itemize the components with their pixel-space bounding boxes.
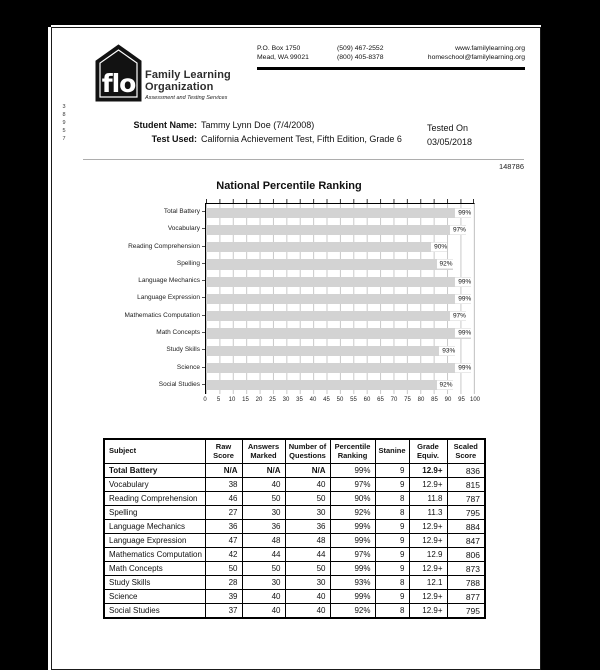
- bar: [206, 380, 453, 390]
- value-cell: 40: [242, 478, 285, 492]
- bar-row: [206, 221, 474, 238]
- subject-cell: Spelling: [104, 506, 205, 520]
- score-table: [103, 438, 486, 619]
- tested-on-label: Tested On: [427, 123, 469, 133]
- x-tick-label: 60: [363, 397, 371, 403]
- percentile-chart: [102, 180, 481, 409]
- bar: [206, 242, 447, 252]
- value-cell: 28: [205, 576, 242, 590]
- report-page: [51, 27, 541, 670]
- value-cell: 90%: [330, 492, 375, 506]
- bar-row: [206, 290, 474, 307]
- chart-category-label: Social Studies: [102, 376, 205, 393]
- subject-cell: Study Skills: [104, 576, 205, 590]
- chart-category-label: Spelling: [102, 255, 205, 272]
- value-cell: 92%: [330, 604, 375, 619]
- value-cell: 40: [285, 478, 330, 492]
- subject-cell: Language Expression: [104, 534, 205, 548]
- value-cell: 44: [242, 548, 285, 562]
- value-cell: 30: [242, 576, 285, 590]
- chart-plot-area: [205, 203, 475, 394]
- tested-on-date: 03/05/2018: [427, 137, 473, 147]
- bar: [206, 328, 471, 338]
- value-cell: 9: [375, 464, 409, 478]
- bar-value-label: 92%: [437, 381, 453, 390]
- value-cell: 48: [242, 534, 285, 548]
- value-cell: 48: [285, 534, 330, 548]
- value-cell: N/A: [285, 464, 330, 478]
- column-header: Subject: [104, 439, 205, 464]
- bar: [206, 294, 471, 304]
- value-cell: 12.9+: [409, 520, 447, 534]
- value-cell: 815: [447, 478, 485, 492]
- bar-row: [206, 325, 474, 342]
- value-cell: 12.9+: [409, 604, 447, 619]
- value-cell: 99%: [330, 590, 375, 604]
- value-cell: 40: [242, 604, 285, 619]
- value-cell: 788: [447, 576, 485, 590]
- table-row: [104, 590, 485, 604]
- bar-value-label: 99%: [455, 208, 471, 217]
- x-tick-label: 50: [336, 397, 344, 403]
- value-cell: 11.3: [409, 506, 447, 520]
- value-cell: 99%: [330, 534, 375, 548]
- value-cell: 8: [375, 576, 409, 590]
- value-cell: 92%: [330, 506, 375, 520]
- value-cell: 50: [242, 492, 285, 506]
- value-cell: 50: [285, 562, 330, 576]
- column-header: Grade Equiv.: [409, 439, 447, 464]
- value-cell: 12.1: [409, 576, 447, 590]
- bar-value-label: 99%: [455, 277, 471, 286]
- value-cell: 36: [205, 520, 242, 534]
- value-cell: 40: [285, 590, 330, 604]
- x-tick-label: 20: [255, 397, 263, 403]
- value-cell: 40: [285, 604, 330, 619]
- value-cell: 884: [447, 520, 485, 534]
- value-cell: 9: [375, 520, 409, 534]
- table-row: [104, 576, 485, 590]
- x-tick-label: 35: [296, 397, 303, 403]
- x-tick-label: 15: [242, 397, 249, 403]
- chart-category-label: Study Skills: [102, 341, 205, 358]
- value-cell: 11.8: [409, 492, 447, 506]
- bar-row: [206, 273, 474, 290]
- table-row: [104, 506, 485, 520]
- x-tick-label: 10: [228, 397, 236, 403]
- student-name-value: Tammy Lynn Doe (7/4/2008): [201, 120, 315, 130]
- table-row: [104, 534, 485, 548]
- table-row: [104, 548, 485, 562]
- bar-row: [206, 359, 474, 376]
- table-row: [104, 520, 485, 534]
- chart-x-axis: [203, 397, 481, 409]
- value-cell: N/A: [205, 464, 242, 478]
- organization-name-block: [145, 70, 231, 101]
- contact-block: [257, 44, 525, 70]
- value-cell: 9: [375, 534, 409, 548]
- x-tick-label: 55: [350, 397, 357, 403]
- email: homeschool@familylearning.org: [427, 54, 525, 61]
- value-cell: 877: [447, 590, 485, 604]
- bar-value-label: 93%: [439, 346, 455, 355]
- x-tick-label: 75: [404, 397, 411, 403]
- bar-value-label: 99%: [455, 329, 471, 338]
- x-tick-label: 45: [323, 397, 330, 403]
- chart-category-label: Math Concepts: [102, 324, 205, 341]
- subject-cell: Language Mechanics: [104, 520, 205, 534]
- x-tick-label: 40: [309, 397, 317, 403]
- chart-top-ticks: [206, 199, 474, 203]
- value-cell: 12.9+: [409, 562, 447, 576]
- bar-row: [206, 204, 474, 221]
- x-tick-label: 65: [377, 397, 384, 403]
- value-cell: 8: [375, 506, 409, 520]
- value-cell: 99%: [330, 562, 375, 576]
- chart-category-label: Science: [102, 358, 205, 375]
- chart-category-label: Total Battery: [102, 203, 205, 220]
- value-cell: 39: [205, 590, 242, 604]
- value-cell: 50: [285, 492, 330, 506]
- value-cell: 836: [447, 464, 485, 478]
- chart-category-label: Language Mechanics: [102, 272, 205, 289]
- bar: [206, 363, 471, 373]
- value-cell: 8: [375, 492, 409, 506]
- x-tick-label: 5: [216, 397, 221, 403]
- flo-house-logo-icon: [95, 44, 142, 106]
- contact-address: [257, 44, 337, 62]
- value-cell: 9: [375, 548, 409, 562]
- column-header: Percentile Ranking: [330, 439, 375, 464]
- value-cell: 795: [447, 506, 485, 520]
- chart-bars: [206, 204, 474, 394]
- contact-phones: [337, 44, 415, 62]
- value-cell: 47: [205, 534, 242, 548]
- value-cell: 806: [447, 548, 485, 562]
- value-cell: 787: [447, 492, 485, 506]
- value-cell: 36: [285, 520, 330, 534]
- website: www.familylearning.org: [455, 45, 525, 52]
- table-row: [104, 562, 485, 576]
- bar: [206, 225, 466, 235]
- value-cell: 99%: [330, 464, 375, 478]
- subject-cell: Total Battery: [104, 464, 205, 478]
- x-tick-label: 85: [431, 397, 438, 403]
- bar: [206, 346, 455, 356]
- table-header-row: [104, 439, 485, 464]
- address-line1: P.O. Box 1750: [257, 45, 301, 52]
- value-cell: 12.9+: [409, 464, 447, 478]
- subject-cell: Math Concepts: [104, 562, 205, 576]
- subject-cell: Reading Comprehension: [104, 492, 205, 506]
- phone2: (800) 405-8378: [337, 54, 384, 61]
- column-header: Answers Marked: [242, 439, 285, 464]
- value-cell: 12.9+: [409, 590, 447, 604]
- bar: [206, 311, 466, 321]
- value-cell: 873: [447, 562, 485, 576]
- org-name-line2: Organization: [145, 80, 214, 93]
- tested-on-block: [427, 121, 472, 149]
- value-cell: 99%: [330, 520, 375, 534]
- value-cell: 93%: [330, 576, 375, 590]
- bar-value-label: 90%: [431, 243, 447, 252]
- value-cell: 50: [242, 562, 285, 576]
- x-tick-label: 95: [458, 397, 465, 403]
- table-body: [104, 464, 485, 619]
- logo-text: flo: [101, 69, 136, 98]
- value-cell: 12.9+: [409, 478, 447, 492]
- value-cell: 9: [375, 562, 409, 576]
- chart-category-label: Language Expression: [102, 289, 205, 306]
- bar-row: [206, 239, 474, 256]
- bar-row: [206, 256, 474, 273]
- value-cell: 97%: [330, 478, 375, 492]
- test-used-label: Test Used:: [151, 134, 197, 144]
- value-cell: 27: [205, 506, 242, 520]
- bar-row: [206, 308, 474, 325]
- value-cell: 42: [205, 548, 242, 562]
- value-cell: 40: [242, 590, 285, 604]
- x-tick-label: 25: [269, 397, 276, 403]
- table-row: [104, 492, 485, 506]
- column-header: Number of Questions: [285, 439, 330, 464]
- value-cell: 9: [375, 478, 409, 492]
- value-cell: 8: [375, 604, 409, 619]
- value-cell: 12.9+: [409, 534, 447, 548]
- value-cell: 36: [242, 520, 285, 534]
- column-header: Scaled Score: [447, 439, 485, 464]
- chart-title: National Percentile Ranking: [216, 180, 362, 192]
- bar-value-label: 97%: [450, 225, 466, 234]
- x-tick-label: 70: [390, 397, 398, 403]
- table-row: [104, 604, 485, 619]
- bar: [206, 277, 471, 287]
- chart-category-label: Vocabulary: [102, 220, 205, 237]
- bar-value-label: 99%: [455, 294, 471, 303]
- value-cell: 30: [242, 506, 285, 520]
- bar-value-label: 92%: [437, 260, 453, 269]
- org-tagline: Assessment and Testing Services: [145, 94, 228, 101]
- bar-value-label: 97%: [450, 312, 466, 321]
- bar-row: [206, 377, 474, 394]
- x-tick-label: 30: [282, 397, 290, 403]
- value-cell: 9: [375, 590, 409, 604]
- value-cell: 847: [447, 534, 485, 548]
- subject-cell: Science: [104, 590, 205, 604]
- address-line2: Mead, WA 99021: [257, 54, 309, 61]
- divider-rule: [83, 159, 524, 160]
- subject-cell: Mathematics Computation: [104, 548, 205, 562]
- test-used-value: California Achievement Test, Fifth Edition, Grade 6: [201, 134, 402, 144]
- value-cell: 46: [205, 492, 242, 506]
- reference-number: 148786: [498, 162, 524, 171]
- bar: [206, 208, 471, 218]
- value-cell: 30: [285, 506, 330, 520]
- value-cell: 97%: [330, 548, 375, 562]
- x-tick-label: 90: [444, 397, 452, 403]
- value-cell: 50: [205, 562, 242, 576]
- header-rule: [257, 67, 525, 70]
- chart-category-label: Reading Comprehension: [102, 238, 205, 255]
- chart-category-label: Mathematics Computation: [102, 307, 205, 324]
- bar-value-label: 99%: [455, 364, 471, 373]
- x-tick-label: 0: [203, 397, 207, 403]
- chart-category-labels: [102, 203, 205, 393]
- subject-cell: Vocabulary: [104, 478, 205, 492]
- student-info-block: [92, 120, 432, 145]
- contact-web: [415, 44, 525, 62]
- value-cell: 38: [205, 478, 242, 492]
- value-cell: 44: [285, 548, 330, 562]
- value-cell: 30: [285, 576, 330, 590]
- x-tick-label: 100: [469, 397, 481, 403]
- bar-row: [206, 342, 474, 359]
- org-name-line1: Family Learning: [145, 69, 231, 81]
- side-code: 38957: [61, 104, 67, 144]
- value-cell: 37: [205, 604, 242, 619]
- table-row: [104, 478, 485, 492]
- column-header: Raw Score: [205, 439, 242, 464]
- value-cell: 12.9: [409, 548, 447, 562]
- x-tick-label: 80: [417, 397, 425, 403]
- phone1: (509) 467-2552: [337, 45, 384, 52]
- subject-cell: Social Studies: [104, 604, 205, 619]
- student-name-label: Student Name:: [133, 120, 197, 130]
- table-row: [104, 464, 485, 478]
- value-cell: 795: [447, 604, 485, 619]
- column-header: Stanine: [375, 439, 409, 464]
- bar: [206, 259, 453, 269]
- value-cell: N/A: [242, 464, 285, 478]
